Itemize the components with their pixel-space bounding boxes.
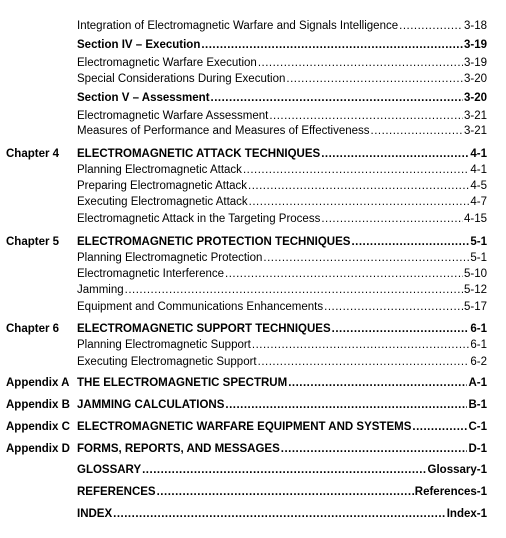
dot-leader: [258, 57, 463, 69]
dot-leader: [225, 268, 463, 280]
toc-entry-title[interactable]: Section V – Assessment: [77, 92, 210, 104]
toc-entry[interactable]: [77, 377, 487, 389]
dot-leader: [211, 92, 463, 104]
toc-entry[interactable]: [77, 57, 487, 69]
toc-entry[interactable]: [77, 356, 487, 368]
toc-entry-page[interactable]: 4-7: [470, 196, 487, 208]
toc-row-label: Chapter 5: [6, 236, 60, 248]
dot-leader: [225, 399, 467, 411]
toc-entry[interactable]: [77, 180, 487, 192]
dot-leader: [324, 301, 463, 313]
toc-entry-title[interactable]: ELECTROMAGNETIC SUPPORT TECHNIQUES: [77, 323, 331, 335]
toc-entry-title[interactable]: Electromagnetic Interference: [77, 268, 225, 280]
toc-entry-page[interactable]: 5-12: [463, 284, 487, 296]
toc-entry[interactable]: [77, 399, 487, 411]
toc-entry[interactable]: [77, 284, 487, 296]
toc-entry[interactable]: [77, 110, 487, 122]
toc-entry-page[interactable]: 5-1: [470, 252, 487, 264]
toc-entry-title[interactable]: Section IV – Execution: [77, 39, 201, 51]
dot-leader: [288, 377, 467, 389]
toc-entry-title[interactable]: REFERENCES: [77, 486, 156, 498]
toc-entry[interactable]: [77, 236, 487, 248]
dot-leader: [412, 421, 467, 433]
toc-entry-title[interactable]: Executing Electromagnetic Support: [77, 356, 257, 368]
toc-entry-title[interactable]: Electromagnetic Warfare Execution: [77, 57, 257, 69]
dot-leader: [269, 110, 463, 122]
toc-entry-title[interactable]: ELECTROMAGNETIC ATTACK TECHNIQUES: [77, 148, 321, 160]
toc-entry[interactable]: [77, 301, 487, 313]
dot-leader: [286, 73, 463, 85]
toc-entry-page[interactable]: 3-18: [463, 20, 487, 32]
toc-entry-title[interactable]: Executing Electromagnetic Attack: [77, 196, 248, 208]
toc-entry[interactable]: [77, 268, 487, 280]
toc-entry[interactable]: [77, 508, 487, 520]
toc-entry-page[interactable]: B-1: [468, 399, 487, 411]
toc-entry[interactable]: [77, 125, 487, 137]
toc-row-label: Chapter 4: [6, 148, 60, 160]
toc-entry-title[interactable]: ELECTROMAGNETIC PROTECTION TECHNIQUES: [77, 236, 351, 248]
toc-entry-page[interactable]: 4-1: [470, 164, 487, 176]
dot-leader: [157, 486, 414, 498]
dot-leader: [351, 236, 469, 248]
dot-leader: [321, 213, 463, 225]
dot-leader: [258, 356, 470, 368]
toc-entry-title[interactable]: Jamming: [77, 284, 124, 296]
toc-entry-page[interactable]: 6-1: [470, 339, 487, 351]
toc-entry-title[interactable]: ELECTROMAGNETIC WARFARE EQUIPMENT AND SYSTEMS: [77, 421, 412, 433]
toc-entry-page[interactable]: 5-17: [463, 301, 487, 313]
toc-entry[interactable]: [77, 148, 487, 160]
toc-entry-page[interactable]: References-1: [414, 486, 487, 498]
toc-entry-title[interactable]: Planning Electromagnetic Attack: [77, 164, 242, 176]
toc-entry[interactable]: [77, 464, 487, 476]
toc-entry-page[interactable]: Index-1: [446, 508, 487, 520]
toc-entry-title[interactable]: FORMS, REPORTS, AND MESSAGES: [77, 443, 280, 455]
dot-leader: [201, 39, 463, 51]
toc-entry-title[interactable]: JAMMING CALCULATIONS: [77, 399, 225, 411]
toc-entry-title[interactable]: Electromagnetic Warfare Assessment: [77, 110, 269, 122]
toc-entry-page[interactable]: 3-21: [463, 110, 487, 122]
toc-entry-page[interactable]: 6-1: [470, 323, 487, 335]
dot-leader: [252, 339, 469, 351]
dot-leader: [113, 508, 446, 520]
toc-entry-page[interactable]: Glossary-1: [427, 464, 487, 476]
dot-leader: [263, 252, 469, 264]
toc-entry-page[interactable]: 3-19: [463, 39, 487, 51]
dot-leader: [125, 284, 463, 296]
dot-leader: [142, 464, 426, 476]
dot-leader: [243, 164, 469, 176]
toc-entry-title[interactable]: Planning Electromagnetic Protection: [77, 252, 263, 264]
dot-leader: [371, 125, 463, 137]
dot-leader: [321, 148, 469, 160]
toc-entry-page[interactable]: 5-10: [463, 268, 487, 280]
toc-entry[interactable]: [77, 443, 487, 455]
toc-entry-page[interactable]: 3-20: [463, 73, 487, 85]
dot-leader: [399, 20, 463, 32]
toc-row-label: Appendix B: [6, 399, 70, 411]
toc-entry-page[interactable]: C-1: [468, 421, 487, 433]
toc-entry[interactable]: [77, 92, 487, 104]
toc-entry-title[interactable]: GLOSSARY: [77, 464, 142, 476]
toc-entry-title[interactable]: THE ELECTROMAGNETIC SPECTRUM: [77, 377, 288, 389]
toc-entry[interactable]: [77, 323, 487, 335]
toc-entry[interactable]: [77, 73, 487, 85]
toc-entry-title[interactable]: Measures of Performance and Measures of Effectiveness: [77, 125, 370, 137]
toc-entry-page[interactable]: 3-21: [463, 125, 487, 137]
toc-entry-page[interactable]: 4-5: [470, 180, 487, 192]
toc-row-label: Chapter 6: [6, 323, 60, 335]
toc-entry-page[interactable]: 5-1: [470, 236, 487, 248]
dot-leader: [249, 196, 470, 208]
toc-entry-page[interactable]: 4-1: [470, 148, 487, 160]
toc-row-label: Appendix C: [6, 421, 70, 433]
toc-row-label: Appendix A: [6, 377, 70, 389]
toc-entry-title[interactable]: Electromagnetic Attack in the Targeting Process: [77, 213, 321, 225]
toc-entry[interactable]: [77, 164, 487, 176]
dot-leader: [332, 323, 470, 335]
dot-leader: [281, 443, 468, 455]
toc-entry[interactable]: [77, 20, 487, 32]
toc-entry-page[interactable]: 3-20: [463, 92, 487, 104]
toc-entry-page[interactable]: A-1: [468, 377, 487, 389]
toc-row-label: Appendix D: [6, 443, 70, 455]
toc-entry[interactable]: [77, 39, 487, 51]
toc-entry-title[interactable]: Special Considerations During Execution: [77, 73, 286, 85]
toc-entry[interactable]: [77, 252, 487, 264]
toc-entry[interactable]: [77, 421, 487, 433]
toc-entry-title[interactable]: Equipment and Communications Enhancements: [77, 301, 324, 313]
toc-entry-title[interactable]: Integration of Electromagnetic Warfare and Signals Intelligence: [77, 20, 399, 32]
toc-entry-page[interactable]: 3-19: [463, 57, 487, 69]
toc-entry-page[interactable]: 4-15: [463, 213, 487, 225]
toc-entry[interactable]: [77, 486, 487, 498]
toc-entry[interactable]: [77, 196, 487, 208]
toc-entry-title[interactable]: Preparing Electromagnetic Attack: [77, 180, 248, 192]
toc-entry-page[interactable]: D-1: [468, 443, 487, 455]
toc-entry-page[interactable]: 6-2: [470, 356, 487, 368]
dot-leader: [248, 180, 469, 192]
toc-entry[interactable]: [77, 339, 487, 351]
toc-entry-title[interactable]: INDEX: [77, 508, 113, 520]
toc-entry[interactable]: [77, 213, 487, 225]
toc-entry-title[interactable]: Planning Electromagnetic Support: [77, 339, 251, 351]
